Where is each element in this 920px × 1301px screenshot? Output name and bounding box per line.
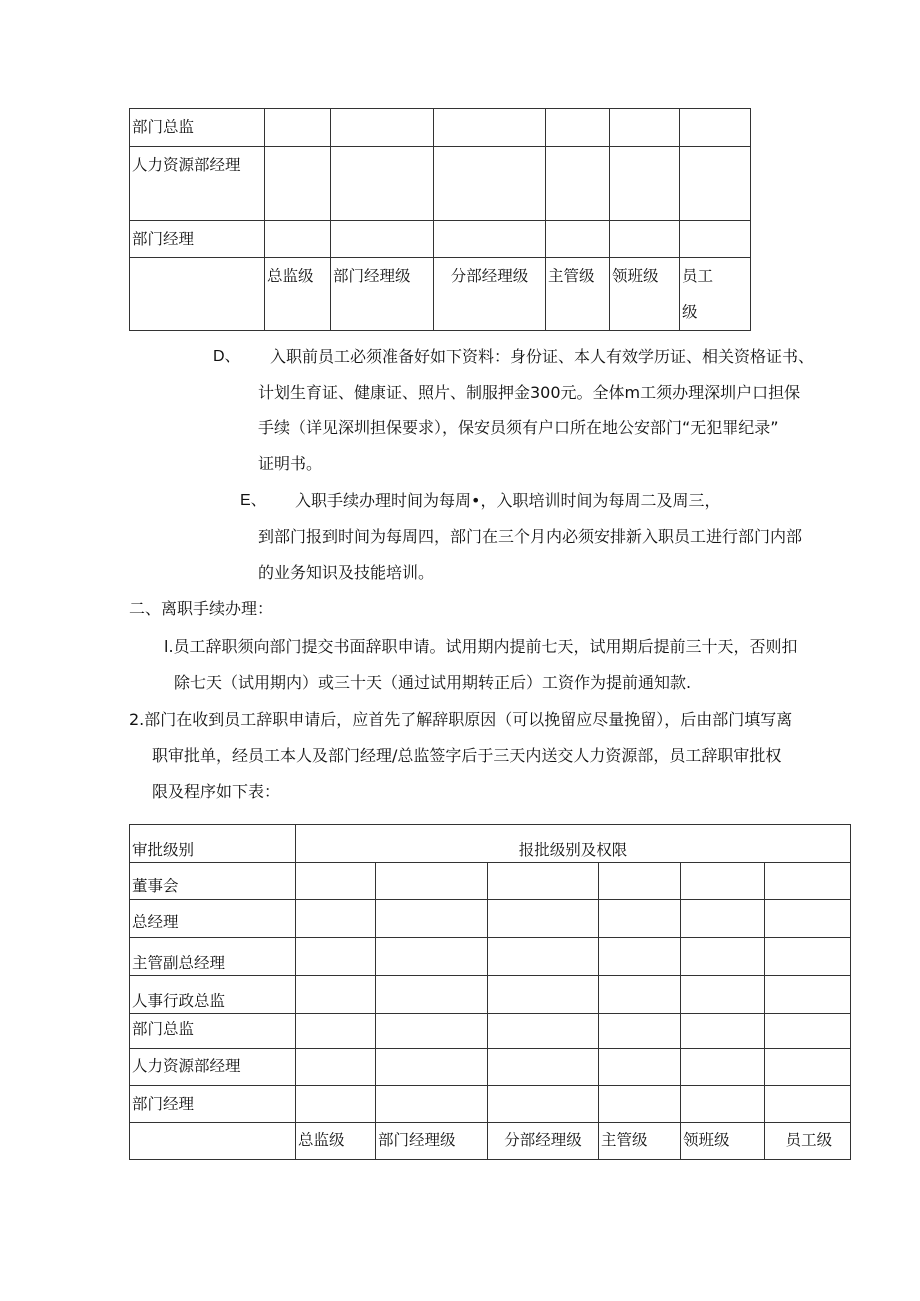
resignation-approval-table [129, 824, 851, 1160]
table-row [130, 109, 751, 147]
table-row [130, 1086, 851, 1123]
table-row [130, 863, 851, 900]
row-label: 人力资源部经理 [130, 147, 265, 221]
footer-cell: 员工级 [680, 258, 751, 331]
table-row [130, 221, 751, 258]
footer-cell: 总监级 [296, 1123, 376, 1160]
footer-cell [130, 1123, 296, 1160]
footer-cell: 领班级 [681, 1123, 765, 1160]
row-label: 部门经理 [130, 1086, 296, 1123]
paragraph-line: 除七天（试用期内）或三十天（通过试用期转正后）工资作为提前通知款. [174, 673, 692, 692]
paragraph-line: 入职手续办理时间为每周•，入职培训时间为每周二及周三， [295, 491, 721, 510]
footer-cell: 员工级 [765, 1123, 851, 1160]
footer-cell: 主管级 [599, 1123, 681, 1160]
approval-table-continued [129, 108, 751, 331]
table-header-row [130, 825, 851, 863]
list-marker-e: E、 [240, 492, 267, 509]
row-label: 人力资源部经理 [130, 1049, 296, 1086]
table-row [130, 900, 851, 938]
row-label: 人事行政总监 [130, 976, 296, 1014]
footer-cell: 部门经理级 [331, 258, 434, 331]
table-row [130, 147, 751, 221]
table-row [130, 976, 851, 1014]
table-footer-row [130, 1123, 851, 1160]
footer-cell: 主管级 [546, 258, 610, 331]
paragraph-line: 入职前员工必须准备好如下资料：身份证、本人有效学历证、相关资格证书、 [270, 347, 815, 366]
footer-cell: 分部经理级 [488, 1123, 599, 1160]
footer-cell: 总监级 [265, 258, 331, 331]
table-footer-row [130, 258, 751, 331]
row-label: 总经理 [130, 900, 296, 938]
header-cell: 审批级别 [130, 825, 296, 863]
table-row [130, 1049, 851, 1086]
section-heading: 二、离职手续办理： [129, 599, 274, 618]
footer-cell: 分部经理级 [434, 258, 546, 331]
table-row [130, 938, 851, 976]
footer-cell: 领班级 [610, 258, 680, 331]
paragraph-line: 的业务知识及技能培训。 [258, 563, 435, 582]
table-row [130, 1014, 851, 1049]
header-cell: 报批级别及权限 [296, 825, 851, 863]
paragraph-line: 2.部门在收到员工辞职申请后，应首先了解辞职原因（可以挽留应尽量挽留），后由部门填写离 [129, 710, 793, 729]
paragraph-line: 计划生育证、健康证、照片、制服押金300元。全体m工须办理深圳户口担保 [258, 383, 801, 402]
row-label: 部门经理 [130, 221, 265, 258]
list-marker-d: D、 [213, 348, 241, 365]
footer-cell: 部门经理级 [376, 1123, 488, 1160]
paragraph-line: 手续（详见深圳担保要求），保安员须有户口所在地公安部门“无犯罪纪录” [258, 418, 779, 437]
row-label: 部门总监 [130, 109, 265, 147]
paragraph-line: 证明书。 [258, 454, 323, 473]
row-label: 部门总监 [130, 1014, 296, 1049]
paragraph-line: l.员工辞职须向部门提交书面辞职申请。试用期内提前七天，试用期后提前三十天，否则扣 [164, 637, 798, 656]
paragraph-line: 到部门报到时间为每周四，部门在三个月内必须安排新入职员工进行部门内部 [258, 527, 803, 546]
footer-cell [130, 258, 265, 331]
paragraph-line: 限及程序如下表： [152, 782, 281, 801]
row-label: 主管副总经理 [130, 938, 296, 976]
row-label: 董事会 [130, 863, 296, 900]
paragraph-line: 职审批单，经员工本人及部门经理/总监签字后于三天内送交人力资源部，员工辞职审批权 [152, 746, 782, 765]
